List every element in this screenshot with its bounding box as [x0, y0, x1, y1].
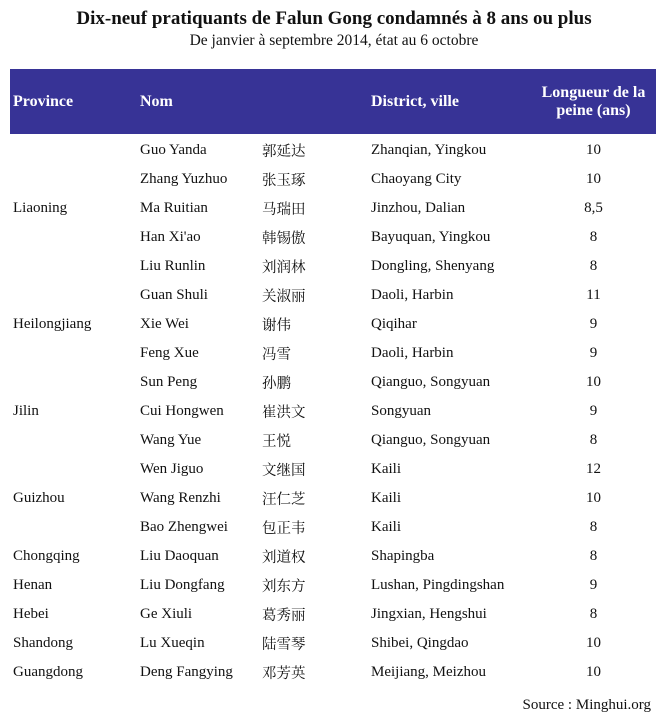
chinese-name-cell: 包正韦	[262, 521, 306, 537]
district-cell: Jinzhou, Dalian	[371, 200, 466, 216]
sentence-cell: 8	[589, 548, 598, 564]
sentence-cell: 8	[589, 519, 598, 535]
name-cell: Deng Fangying	[140, 664, 233, 680]
sentence-cell: 10	[586, 490, 601, 506]
sentence-cell: 8,5	[584, 200, 603, 216]
district-cell: Bayuquan, Yingkou	[371, 229, 491, 245]
chinese-name-cell: 陆雪琴	[262, 637, 306, 653]
district-cell: Dongling, Shenyang	[371, 258, 495, 274]
district-cell: Kaili	[371, 461, 401, 477]
chinese-name-cell: 郭延达	[262, 144, 306, 160]
chinese-name-cell: 崔洪文	[262, 405, 306, 421]
province-cell: Chongqing	[13, 548, 80, 564]
sentence-cell: 10	[586, 374, 601, 390]
chinese-name-cell: 邓芳英	[262, 666, 306, 682]
chinese-name-cell: 刘东方	[262, 579, 306, 595]
table-row	[10, 600, 656, 629]
name-cell: Feng Xue	[140, 345, 199, 361]
name-cell: Ma Ruitian	[140, 200, 208, 216]
name-cell: Lu Xueqin	[140, 635, 205, 651]
name-cell: Zhang Yuzhuo	[140, 171, 228, 187]
district-cell: Zhanqian, Yingkou	[371, 142, 487, 158]
district-cell: Daoli, Harbin	[371, 345, 454, 361]
name-cell: Liu Daoquan	[140, 548, 219, 564]
table-row	[10, 455, 656, 484]
district-cell: Daoli, Harbin	[371, 287, 454, 303]
province-cell: Henan	[13, 577, 53, 593]
chinese-name-cell: 葛秀丽	[262, 608, 306, 624]
table-body	[10, 134, 656, 687]
chinese-name-cell: 冯雪	[262, 347, 291, 363]
table-row	[10, 658, 656, 687]
name-cell: Cui Hongwen	[140, 403, 224, 419]
district-cell: Qianguo, Songyuan	[371, 432, 491, 448]
name-cell: Guo Yanda	[140, 142, 207, 158]
chinese-name-cell: 孙鹏	[262, 376, 291, 392]
name-cell: Liu Dongfang	[140, 577, 225, 593]
chinese-name-cell: 张玉琢	[262, 173, 306, 189]
district-cell: Songyuan	[371, 403, 431, 419]
table-row	[10, 281, 656, 310]
sentence-cell: 12	[586, 461, 601, 477]
district-cell: Meijiang, Meizhou	[371, 664, 486, 680]
district-cell: Qiqihar	[371, 316, 417, 332]
name-cell: Ge Xiuli	[140, 606, 193, 622]
sentence-cell: 10	[586, 664, 601, 680]
name-cell: Wang Renzhi	[140, 490, 221, 506]
table-row	[10, 542, 656, 571]
name-cell: Liu Runlin	[140, 258, 206, 274]
sentence-cell: 8	[589, 258, 598, 274]
chinese-name-cell: 文继国	[262, 463, 306, 479]
header-province: Province	[10, 69, 140, 134]
sentence-cell: 10	[586, 171, 601, 187]
sentence-cell: 8	[589, 432, 598, 448]
name-cell: Bao Zhengwei	[140, 519, 228, 535]
district-cell: Kaili	[371, 519, 401, 535]
sentence-cell: 9	[589, 316, 598, 332]
sentence-cell: 11	[586, 287, 601, 303]
header-sentence: Longueur de la peine (ans)	[531, 69, 656, 134]
sentence-cell: 10	[586, 142, 601, 158]
district-cell: Jingxian, Hengshui	[371, 606, 487, 622]
table-row	[10, 134, 656, 165]
chinese-name-cell: 马瑞田	[262, 202, 306, 218]
district-cell: Shapingba	[371, 548, 435, 564]
province-cell: Jilin	[13, 403, 39, 419]
table-row	[10, 368, 656, 397]
page-title: Dix-neuf pratiquants de Falun Gong condamnés à 8 ans ou plus	[76, 8, 592, 29]
sentence-cell: 10	[586, 635, 601, 651]
sentence-cell: 8	[589, 606, 598, 622]
sentences-table	[10, 69, 656, 687]
header-name: Nom	[140, 69, 371, 134]
name-cell: Xie Wei	[140, 316, 189, 332]
district-cell: Lushan, Pingdingshan	[371, 577, 505, 593]
table-row	[10, 571, 656, 600]
province-cell: Guangdong	[13, 664, 83, 680]
name-cell: Wang Yue	[140, 432, 202, 448]
sentence-cell: 9	[589, 403, 598, 419]
chinese-name-cell: 王悦	[262, 434, 291, 450]
sentence-cell: 9	[589, 345, 598, 361]
header-row	[10, 69, 656, 134]
table-row	[10, 629, 656, 658]
header-district: District, ville	[371, 69, 531, 134]
name-cell: Sun Peng	[140, 374, 198, 390]
chinese-name-cell: 韩锡傲	[262, 231, 306, 247]
chinese-name-cell: 刘道权	[262, 550, 306, 566]
table-header	[10, 69, 656, 134]
province-cell: Shandong	[13, 635, 73, 651]
sentence-cell: 8	[589, 229, 598, 245]
chinese-name-cell: 刘润林	[262, 260, 306, 276]
chinese-name-cell: 汪仁芝	[262, 492, 306, 508]
district-cell: Chaoyang City	[371, 171, 462, 187]
district-cell: Shibei, Qingdao	[371, 635, 469, 651]
name-cell: Han Xi'ao	[140, 229, 201, 245]
province-cell: Liaoning	[13, 200, 68, 216]
name-cell: Wen Jiguo	[140, 461, 204, 477]
sentence-cell: 9	[589, 577, 598, 593]
district-cell: Kaili	[371, 490, 401, 506]
province-cell: Hebei	[13, 606, 49, 622]
chinese-name-cell: 关淑丽	[262, 289, 306, 305]
province-cell: Heilongjiang	[13, 316, 92, 332]
page-subtitle: De janvier à septembre 2014, état au 6 octobre	[189, 32, 479, 49]
district-cell: Qianguo, Songyuan	[371, 374, 491, 390]
name-cell: Guan Shuli	[140, 287, 208, 303]
chinese-name-cell: 谢伟	[262, 318, 291, 334]
province-cell: Guizhou	[13, 490, 65, 506]
source-note: Source : Minghui.org	[522, 697, 651, 713]
